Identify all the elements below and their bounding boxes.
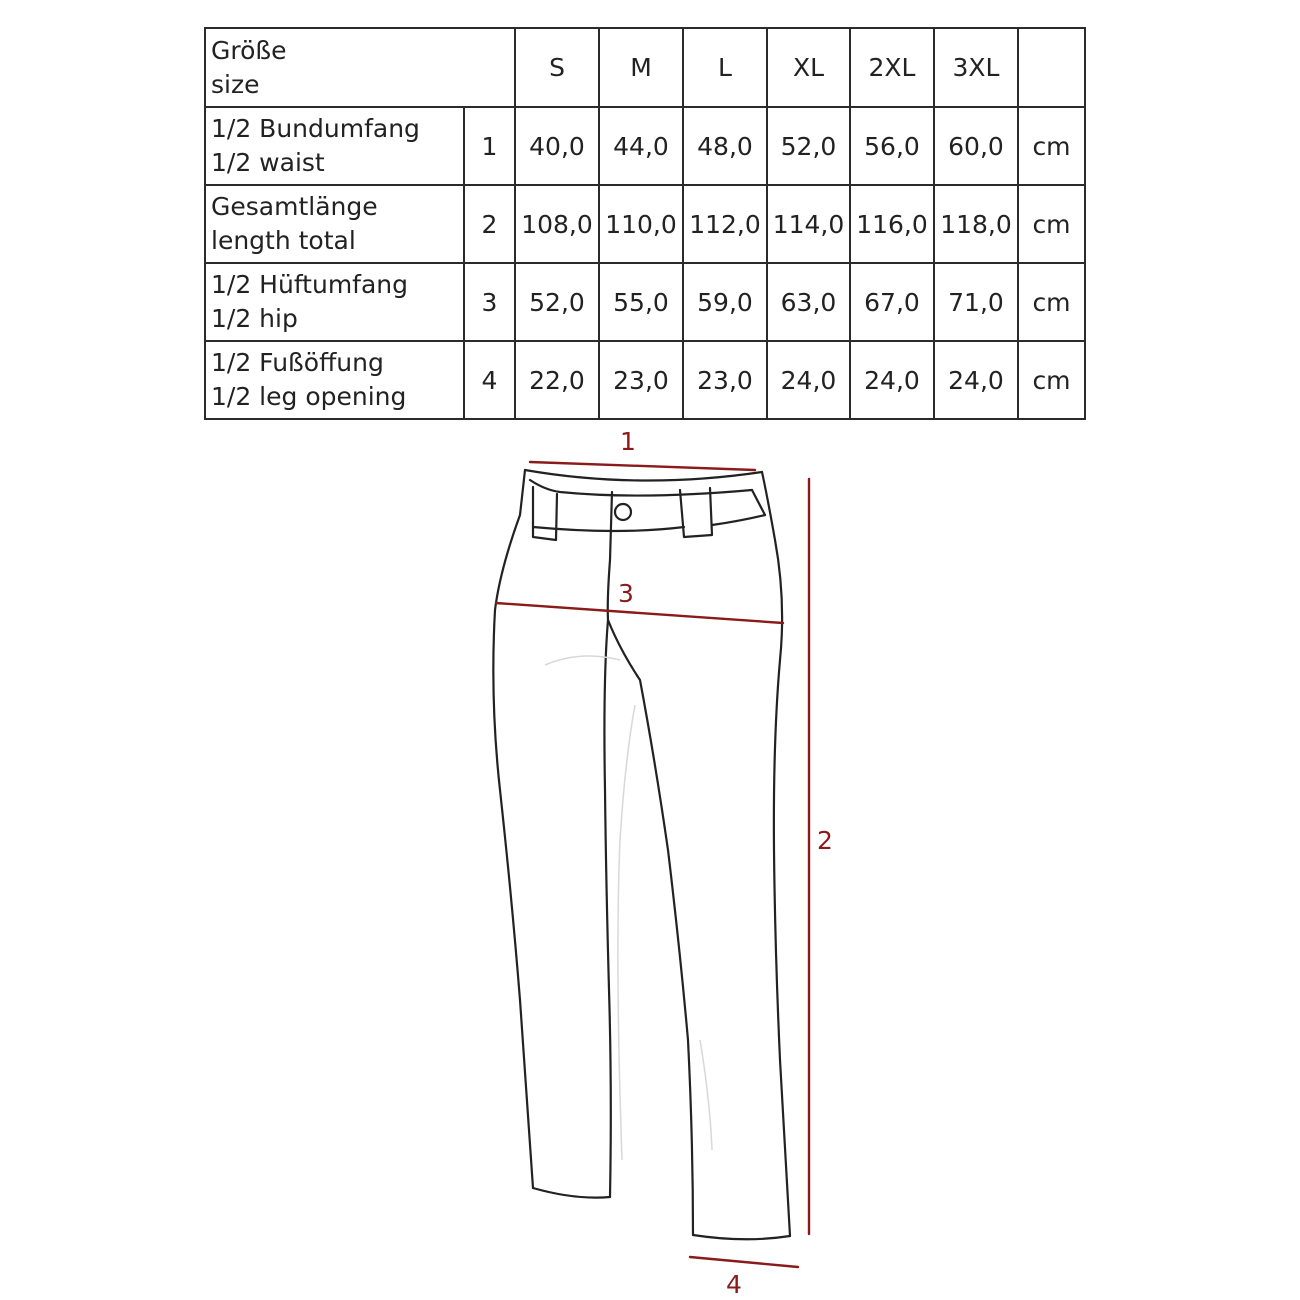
measurement-value: 60,0 xyxy=(934,107,1018,185)
measurement-value: 59,0 xyxy=(683,263,767,341)
measurement-label-cell xyxy=(205,341,464,419)
measurement-value: 40,0 xyxy=(515,107,599,185)
measurement-value: 44,0 xyxy=(599,107,683,185)
measurement-value: 71,0 xyxy=(934,263,1018,341)
measurement-value: 63,0 xyxy=(767,263,850,341)
size-header: 3XL xyxy=(934,28,1018,107)
leg-opening-measure-line xyxy=(690,1257,798,1267)
measurement-value: 23,0 xyxy=(599,341,683,419)
waistband-bottom xyxy=(530,480,752,496)
pants-diagram xyxy=(0,420,1300,1300)
unit-header xyxy=(1018,28,1085,107)
measurement-labels xyxy=(618,427,833,1299)
size-label-cell xyxy=(205,28,515,107)
measurement-value: 55,0 xyxy=(599,263,683,341)
measurement-number: 4 xyxy=(464,341,515,419)
right-waist-side xyxy=(752,490,765,515)
fabric-creases xyxy=(545,656,712,1160)
measurement-number: 3 xyxy=(464,263,515,341)
size-table xyxy=(204,27,1086,420)
measurement-value: 116,0 xyxy=(850,185,934,263)
waistband-lower xyxy=(533,515,765,531)
measurement-value: 48,0 xyxy=(683,107,767,185)
measurement-number: 2 xyxy=(464,185,515,263)
measurement-value: 52,0 xyxy=(767,107,850,185)
unit-cell: cm xyxy=(1018,341,1085,419)
measurement-label-en: length total xyxy=(211,226,356,255)
measurement-row xyxy=(205,263,1085,341)
measurement-label-de: Gesamtlänge xyxy=(211,192,378,221)
size-label-de: Größe xyxy=(211,35,287,65)
size-header: XL xyxy=(767,28,850,107)
waistband-top xyxy=(525,470,762,481)
measurement-value: 108,0 xyxy=(515,185,599,263)
length-label: 2 xyxy=(817,826,833,855)
measurement-label-de: 1/2 Hüftumfang xyxy=(211,270,409,299)
unit-cell: cm xyxy=(1018,263,1085,341)
measurement-value: 24,0 xyxy=(850,341,934,419)
measurement-row xyxy=(205,107,1085,185)
table-body xyxy=(205,28,1085,419)
measurement-label-de: 1/2 Fußöffung xyxy=(211,348,384,377)
unit-cell: cm xyxy=(1018,185,1085,263)
size-header: M xyxy=(599,28,683,107)
measurement-value: 110,0 xyxy=(599,185,683,263)
measurement-label-cell xyxy=(205,185,464,263)
unit-cell: cm xyxy=(1018,107,1085,185)
size-header: S xyxy=(515,28,599,107)
fly-line xyxy=(608,492,612,620)
right-hem xyxy=(693,1235,790,1239)
left-hem xyxy=(533,1188,610,1198)
left-belt-loop xyxy=(533,487,557,540)
left-outer-seam xyxy=(493,470,533,1188)
header-row xyxy=(205,28,1085,107)
measurement-label-de: 1/2 Bundumfang xyxy=(211,114,420,143)
size-header: 2XL xyxy=(850,28,934,107)
measurement-value: 114,0 xyxy=(767,185,850,263)
left-inseam xyxy=(604,620,610,1197)
hip-measure-line xyxy=(496,603,783,623)
measurement-label-en: 1/2 waist xyxy=(211,148,325,177)
measurement-value: 23,0 xyxy=(683,341,767,419)
pants-outline xyxy=(493,470,790,1239)
measurement-value: 67,0 xyxy=(850,263,934,341)
measurement-label-en: 1/2 hip xyxy=(211,304,298,333)
measurement-value: 118,0 xyxy=(934,185,1018,263)
measurement-value: 112,0 xyxy=(683,185,767,263)
size-label-en: size xyxy=(211,69,260,99)
measurement-value: 24,0 xyxy=(767,341,850,419)
button-icon xyxy=(615,504,631,520)
measurement-row xyxy=(205,185,1085,263)
measurement-value: 52,0 xyxy=(515,263,599,341)
measurement-label-en: 1/2 leg opening xyxy=(211,382,407,411)
measurement-label-cell xyxy=(205,107,464,185)
measurement-lines xyxy=(496,462,809,1267)
right-outer-seam xyxy=(762,472,790,1236)
hip-label: 3 xyxy=(618,579,634,608)
waist-label: 1 xyxy=(620,427,636,456)
measurement-number: 1 xyxy=(464,107,515,185)
waist-measure-line xyxy=(530,462,755,470)
measurement-value: 22,0 xyxy=(515,341,599,419)
size-header: L xyxy=(683,28,767,107)
measurement-row xyxy=(205,341,1085,419)
measurement-label-cell xyxy=(205,263,464,341)
measurement-value: 24,0 xyxy=(934,341,1018,419)
measurement-value: 56,0 xyxy=(850,107,934,185)
leg-opening-label: 4 xyxy=(726,1270,742,1299)
